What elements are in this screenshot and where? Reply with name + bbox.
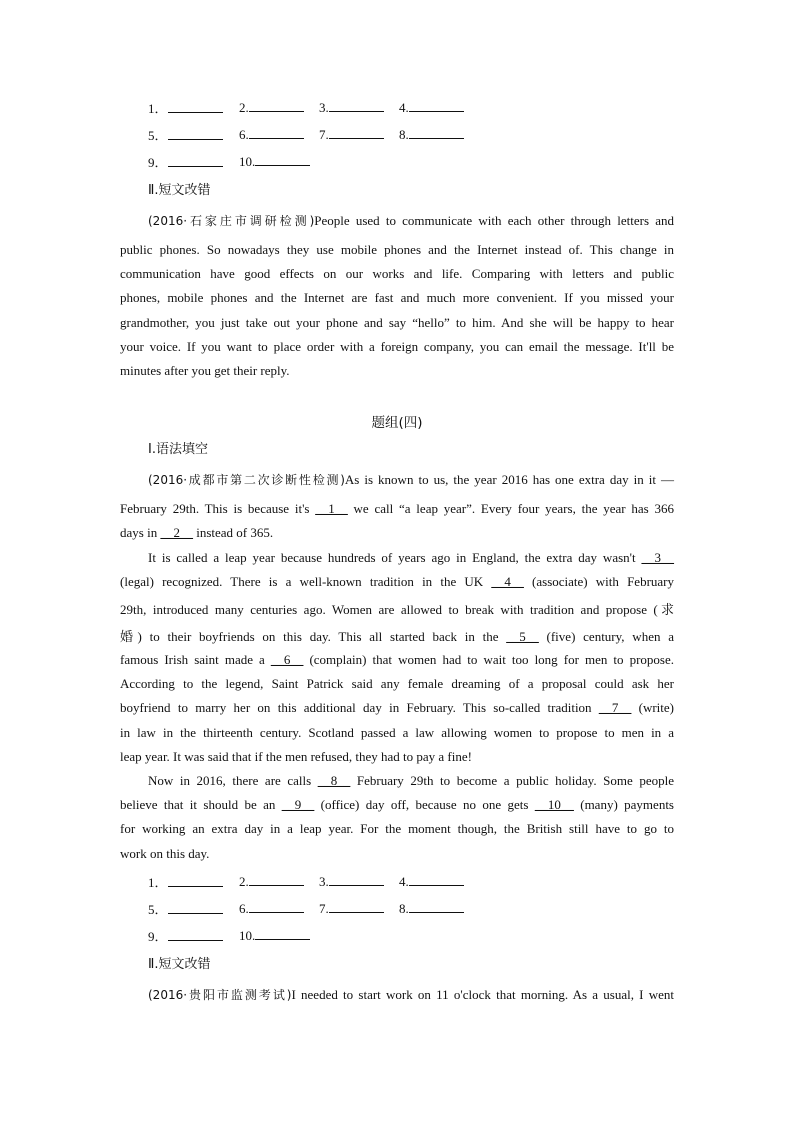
answer-blank-6[interactable] [239, 899, 304, 917]
passage-source: (2016·成都市第二次诊断性检测) [148, 473, 345, 487]
answer-line [409, 125, 464, 139]
answer-number: 6. [239, 901, 249, 916]
blank-5[interactable]: __5__ [506, 629, 539, 644]
answer-blank-7[interactable] [319, 899, 384, 917]
section-heading-grammar-fill: Ⅰ.语法填空 [148, 442, 208, 457]
answer-blank-6[interactable] [239, 125, 304, 143]
answer-line [409, 872, 464, 886]
passage2-line-10: boyfriend to marry her on this additional day in February. This so-called tradition __7__ (write) [120, 700, 674, 715]
blank-6[interactable]: __6__ [270, 652, 304, 667]
answer-blank-3[interactable] [319, 872, 384, 890]
answer-line [329, 872, 384, 886]
answer-number: 3. [319, 874, 329, 889]
answer-blank-7[interactable] [319, 125, 384, 143]
answer-line [409, 98, 464, 112]
answer-line [168, 873, 223, 887]
answer-number: 5． [148, 128, 168, 143]
passage2-line-8: famous Irish saint made a __6__ (complain) that women had to wait too long for men to propose. [120, 652, 674, 667]
answer-number: 7. [319, 901, 329, 916]
answer-blank-9[interactable] [148, 926, 223, 945]
passage2-line-5: (legal) recognized. There is a well-known tradition in the UK __4__ (associate) with February [120, 574, 674, 589]
answer-line [249, 899, 304, 913]
answer-number: 8. [399, 127, 409, 142]
passage1-line-2: public phones. So nowadays they use mobile phones and the Internet instead of. This change in [120, 242, 674, 257]
answer-number: 4. [399, 874, 409, 889]
answer-line [255, 152, 310, 166]
passage3-line-1: (2016·贵阳市监测考试)I needed to start work on 11 o'clock that morning. As a usual, I went [148, 987, 675, 1002]
passage-source: (2016·贵阳市监测考试) [148, 988, 292, 1002]
answer-number: 7. [319, 127, 329, 142]
answer-line [168, 99, 223, 113]
answer-number: 2. [239, 100, 249, 115]
passage2-line-2: February 29th. This is because it's __1__ we call “a leap year”. Every four years, the year has 366 [120, 501, 674, 516]
answer-line [168, 126, 223, 140]
blank-3[interactable]: __3__ [641, 550, 674, 565]
answer-blank-8[interactable] [399, 899, 464, 917]
answer-line [255, 926, 310, 940]
section-heading-error-correction-2: Ⅱ.短文改错 [148, 957, 211, 972]
answer-blank-2[interactable] [239, 872, 304, 890]
passage1-line-3: communication have good effects on our works and life. Comparing with letters and public [120, 266, 674, 281]
passage-source: (2016·石家庄市调研检测) [148, 214, 315, 228]
passage1-line-1: (2016·石家庄市调研检测)People used to communicate with each other through letters and [148, 213, 674, 228]
passage2-line-1: (2016·成都市第二次诊断性检测)As is known to us, the year 2016 has one extra day in it — [148, 472, 674, 487]
answer-blank-1[interactable] [148, 98, 223, 117]
answer-line [409, 899, 464, 913]
blank-8[interactable]: __8__ [317, 773, 351, 788]
answer-line [329, 125, 384, 139]
passage2-line-12: leap year. It was said that if the men refused, they had to pay a fine! [120, 749, 472, 764]
answer-blank-3[interactable] [319, 98, 384, 116]
answer-number: 6. [239, 127, 249, 142]
answer-number: 10. [239, 928, 256, 943]
answer-line [168, 153, 223, 167]
answer-blank-5[interactable] [148, 125, 223, 144]
passage2-line-3: days in __2__ instead of 365. [120, 525, 274, 540]
passage2-line-9: According to the legend, Saint Patrick said any female dreaming of a proposal could ask her [120, 676, 674, 691]
answer-number: 3. [319, 100, 329, 115]
answer-number: 9． [148, 929, 168, 944]
answer-blank-9[interactable] [148, 152, 223, 171]
passage1-line-5: grandmother, you just take out your phone and say “hello” to him. And she will be happy to hear [120, 315, 674, 330]
answer-blank-10[interactable] [239, 152, 310, 170]
answer-blank-1[interactable] [148, 872, 223, 891]
passage2-line-4: It is called a leap year because hundreds of years ago in England, the extra day wasn't __3__ [148, 550, 674, 565]
answer-number: 9． [148, 155, 168, 170]
passage2-line-6: 29th, introduced many centuries ago. Women are allowed to break with tradition and propose (求 [120, 602, 674, 617]
passage1-line-6: your voice. If you want to place order with a foreign company, you can email the message. It'll be [120, 339, 674, 354]
group-title: 题组(四) [371, 415, 423, 431]
answer-line [168, 927, 223, 941]
answer-number: 10. [239, 154, 256, 169]
answer-line [168, 900, 223, 914]
answer-number: 4. [399, 100, 409, 115]
answer-blank-5[interactable] [148, 899, 223, 918]
passage2-line-13: Now in 2016, there are calls __8__ February 29th to become a public holiday. Some people [148, 773, 674, 788]
section-heading-error-correction: Ⅱ.短文改错 [148, 183, 211, 198]
passage2-line-11: in law in the thirteenth century. Scotland passed a law allowing women to propose to men in a [120, 725, 674, 740]
blank-4[interactable]: __4__ [491, 574, 524, 589]
passage1-line-4: phones, mobile phones and the Internet are fast and much more convenient. If you missed your [120, 290, 674, 305]
answer-number: 8. [399, 901, 409, 916]
blank-1[interactable]: __1__ [315, 501, 348, 516]
passage2-line-7: 婚) to their boyfriends on this day. This all started back in the __5__ (five) century, when a [120, 629, 674, 644]
passage2-line-16: work on this day. [120, 846, 210, 861]
answer-blank-4[interactable] [399, 98, 464, 116]
answer-number: 1． [148, 101, 168, 116]
answer-line [249, 872, 304, 886]
answer-blank-8[interactable] [399, 125, 464, 143]
answer-blank-10[interactable] [239, 926, 310, 944]
answer-line [329, 98, 384, 112]
passage2-line-15: for working an extra day in a leap year. For the moment though, the British still have to go to [120, 821, 674, 836]
answer-blank-4[interactable] [399, 872, 464, 890]
answer-number: 2. [239, 874, 249, 889]
answer-line [249, 125, 304, 139]
blank-9[interactable]: __9__ [281, 797, 315, 812]
answer-number: 5． [148, 902, 168, 917]
answer-number: 1． [148, 875, 168, 890]
blank-2[interactable]: __2__ [160, 525, 193, 540]
answer-line [249, 98, 304, 112]
answer-blank-2[interactable] [239, 98, 304, 116]
blank-10[interactable]: __10__ [534, 797, 574, 812]
answer-line [329, 899, 384, 913]
passage1-line-7: minutes after you get their reply. [120, 363, 290, 378]
passage2-line-14: believe that it should be an __9__ (office) day off, because no one gets __10__ (many) payments [120, 797, 674, 812]
blank-7[interactable]: __7__ [598, 700, 632, 715]
